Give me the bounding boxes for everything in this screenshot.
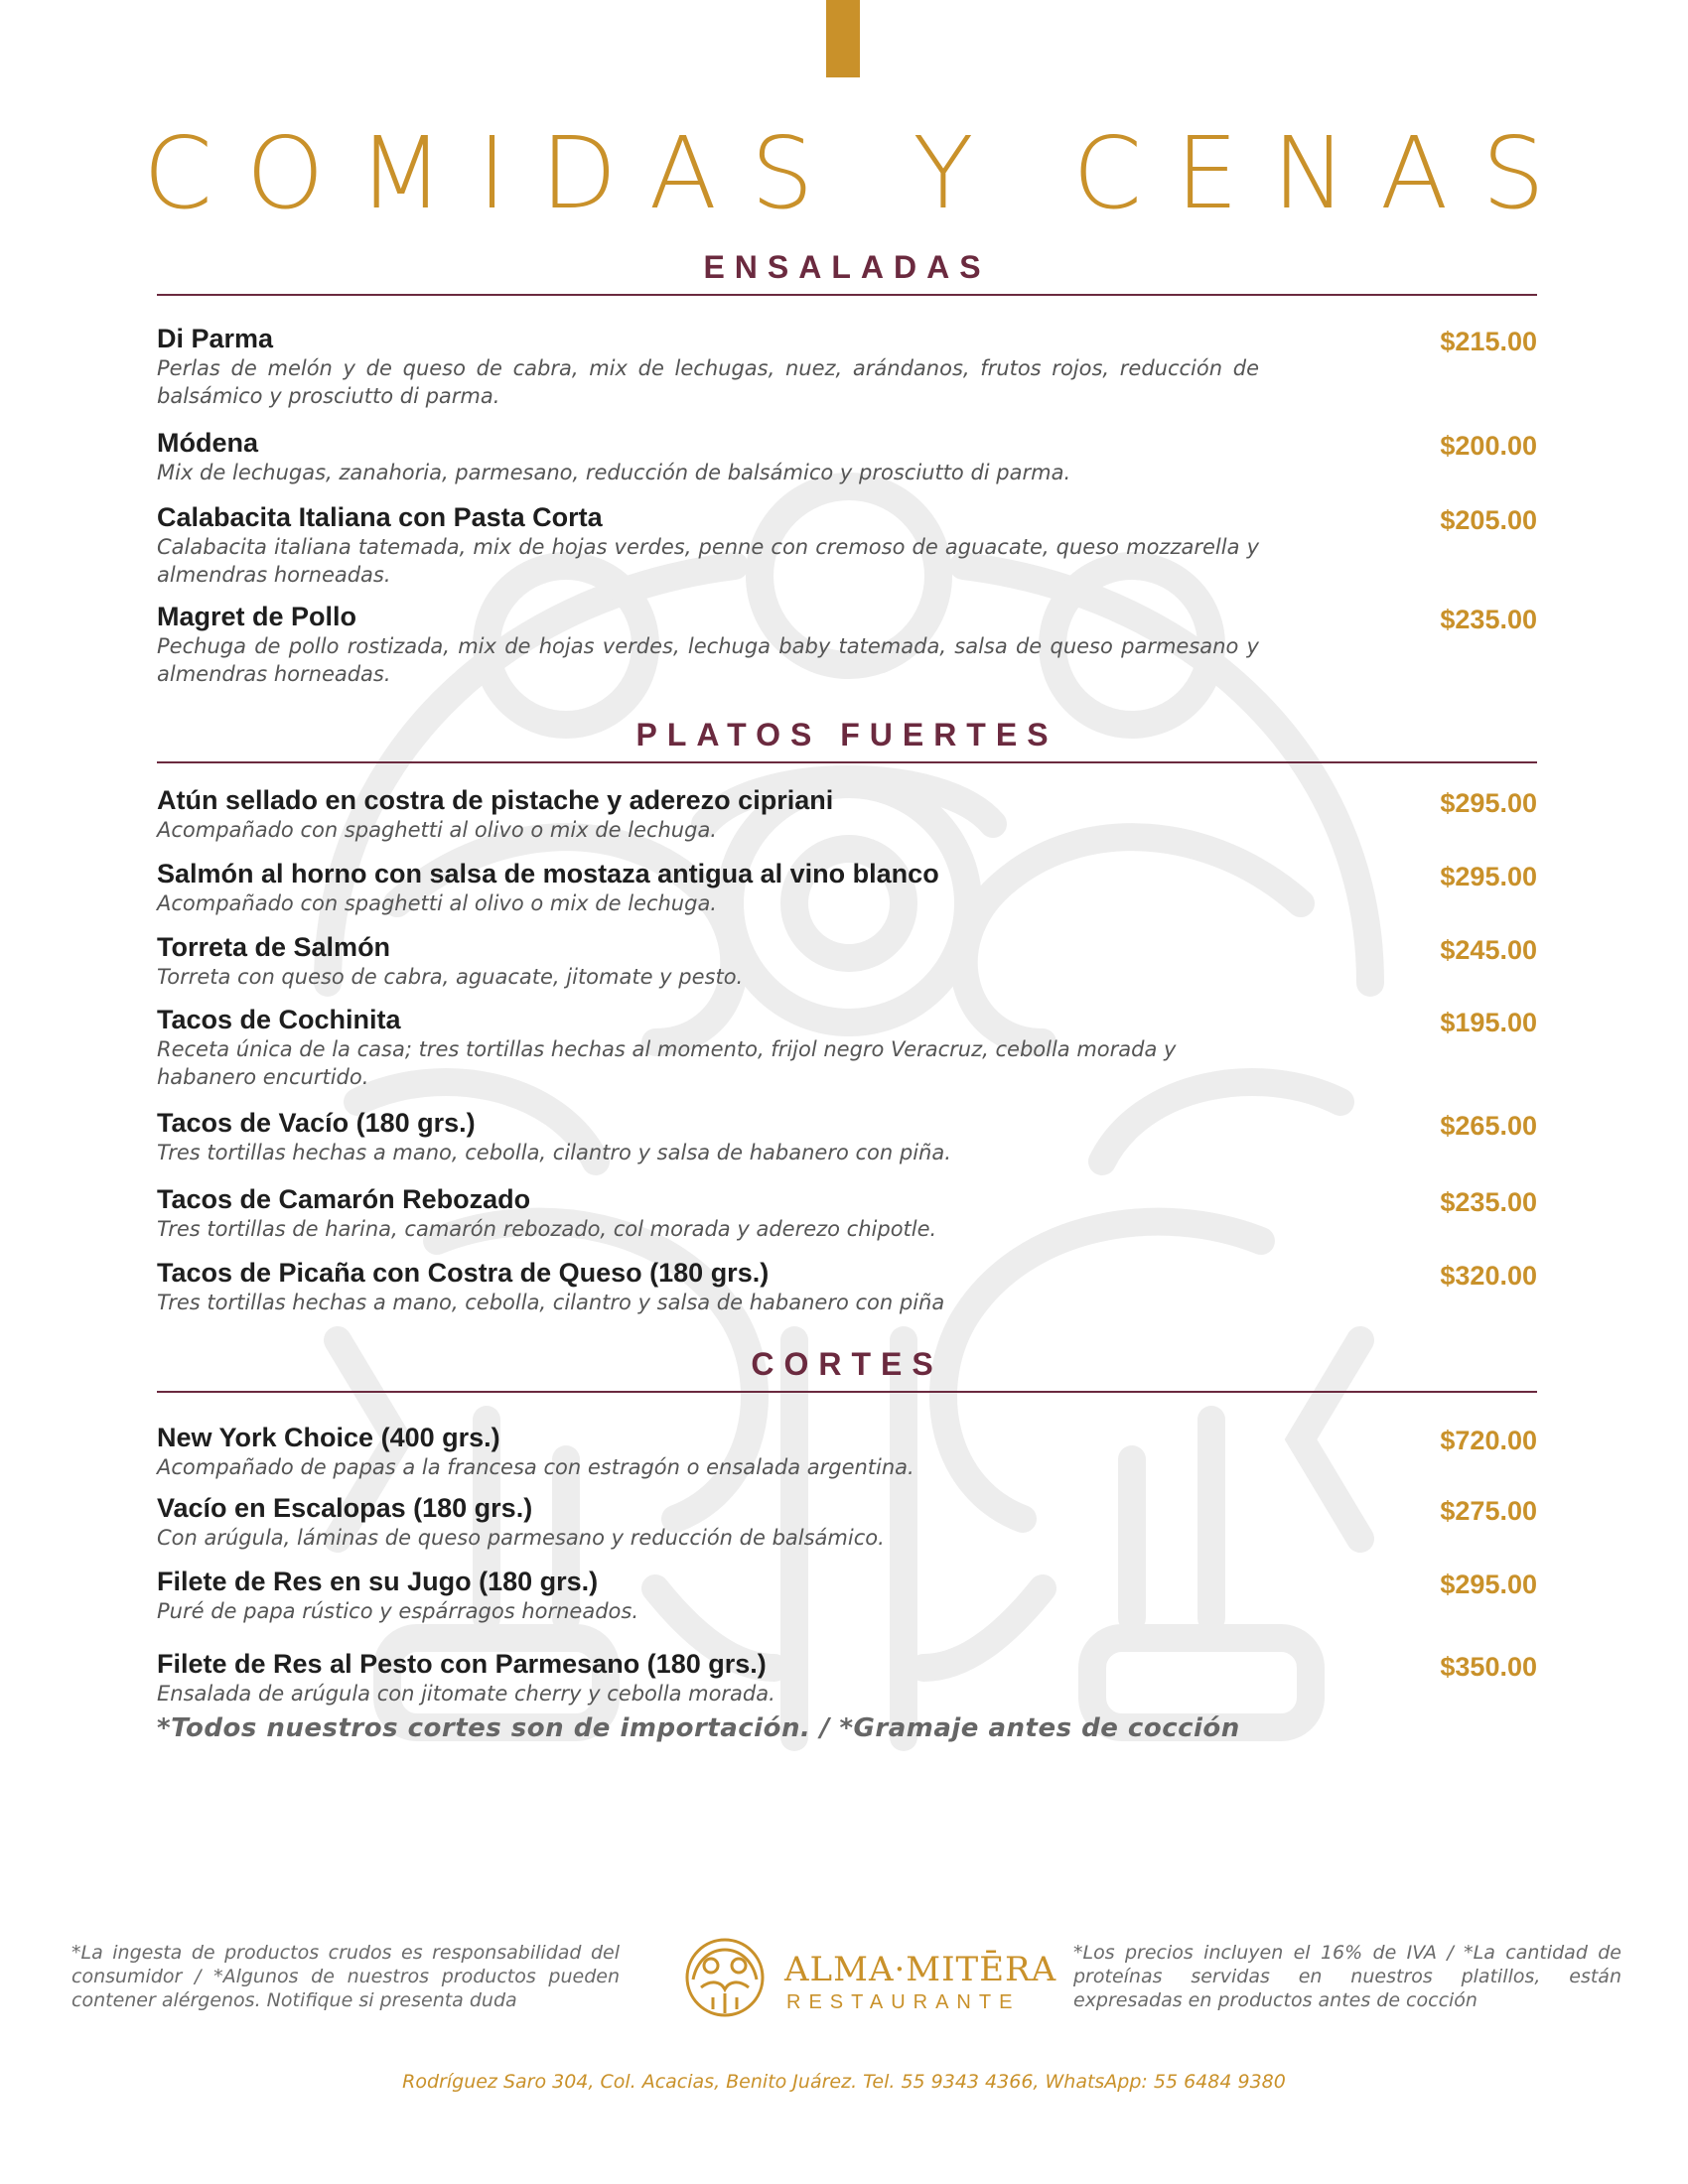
item-price: $295.00: [1440, 1570, 1537, 1599]
item-name: Torreta de Salmón: [157, 932, 391, 962]
menu-item: [157, 427, 1537, 486]
item-price: $215.00: [1440, 327, 1537, 356]
item-price: $350.00: [1440, 1652, 1537, 1682]
item-price: $295.00: [1440, 862, 1537, 891]
item-description: Pechuga de pollo rostizada, mix de hojas verdes, lechuga baby tatemada, salsa de queso parmesano y almendras horneadas.: [157, 634, 1259, 686]
menu-item: [157, 1566, 1537, 1625]
menu-item: [157, 1004, 1537, 1091]
menu-item: [157, 1492, 1537, 1552]
item-description: Acompañado con spaghetti al olivo o mix de lechuga.: [157, 891, 717, 915]
item-price: $235.00: [1440, 605, 1537, 634]
item-name: Vacío en Escalopas (180 grs.): [157, 1493, 533, 1523]
item-name: Calabacita Italiana con Pasta Corta: [157, 502, 603, 532]
footer-disclaimer-left: *La ingesta de productos crudos es responsabilidad del consumidor / *Algunos de nuestros productos pueden contener alérgenos. Notifique si presenta duda: [71, 1942, 620, 2011]
item-description: Receta única de la casa; tres tortillas hechas al momento, frijol negro Veracruz, cebolla morada y habanero encurtido.: [157, 1037, 1177, 1089]
item-name: New York Choice (400 grs.): [157, 1423, 500, 1452]
item-name: Salmón al horno con salsa de mostaza antigua al vino blanco: [157, 859, 939, 888]
restaurant-logo: [683, 1936, 1057, 2027]
menu-item: [157, 1107, 1537, 1166]
cuts-note: *Todos nuestros cortes son de importación. / *Gramaje antes de cocción: [157, 1713, 1240, 1743]
item-name: Filete de Res en su Jugo (180 grs.): [157, 1567, 599, 1596]
item-description: Tres tortillas hechas a mano, cebolla, cilantro y salsa de habanero con piña.: [157, 1141, 951, 1164]
item-description: Ensalada de arúgula con jitomate cherry y cebolla morada.: [157, 1682, 775, 1706]
menu-item: [157, 1422, 1537, 1481]
item-description: Con arúgula, láminas de queso parmesano y reducción de balsámico.: [157, 1526, 885, 1550]
item-description: Acompañado de papas a la francesa con estragón o ensalada argentina.: [157, 1455, 914, 1479]
menu-item: [157, 601, 1537, 688]
item-name: Tacos de Cochinita: [157, 1005, 401, 1034]
item-description: Tres tortillas hechas a mano, cebolla, cilantro y salsa de habanero con piña: [157, 1291, 945, 1314]
item-price: $245.00: [1440, 935, 1537, 965]
menu-item: [157, 1648, 1537, 1707]
section-title-platos-fuertes: PLATOS FUERTES: [635, 717, 1058, 752]
item-description: Calabacita italiana tatemada, mix de hojas verdes, penne con cremoso de aguacate, queso mozzarella y almendras horneadas.: [157, 535, 1259, 587]
item-price: $205.00: [1440, 505, 1537, 535]
menu-item: [157, 1257, 1537, 1316]
item-description: Acompañado con spaghetti al olivo o mix de lechuga.: [157, 818, 717, 842]
menu-item: [157, 931, 1537, 991]
section-title-ensaladas: ENSALADAS: [703, 249, 991, 285]
menu-item: [157, 1183, 1537, 1243]
item-description: Puré de papa rústico y espárragos horneados.: [157, 1599, 638, 1623]
item-price: $235.00: [1440, 1187, 1537, 1217]
logo-subtitle: RESTAURANTE: [786, 1991, 1021, 2013]
section-divider: [157, 294, 1537, 296]
item-price: $275.00: [1440, 1496, 1537, 1526]
top-accent-bar: [826, 0, 860, 77]
item-name: Módena: [157, 428, 259, 458]
footer-address: Rodríguez Saro 304, Col. Acacias, Benito Juárez. Tel. 55 9343 4366, WhatsApp: 55 6484 9380: [402, 2071, 1286, 2093]
item-description: Torreta con queso de cabra, aguacate, jitomate y pesto.: [157, 965, 744, 989]
section-divider: [157, 1391, 1537, 1393]
item-name: Tacos de Vacío (180 grs.): [157, 1108, 476, 1138]
menu-item: [157, 501, 1537, 589]
item-name: Magret de Pollo: [157, 602, 357, 631]
footer-disclaimer-right: *Los precios incluyen el 16% de IVA / *La cantidad de proteínas servidas en nuestros platillos, están expresadas en productos antes de cocción: [1073, 1942, 1621, 2011]
item-name: Atún sellado en costra de pistache y aderezo cipriani: [157, 785, 834, 815]
item-price: $265.00: [1440, 1111, 1537, 1141]
item-description: Mix de lechugas, zanahoria, parmesano, reducción de balsámico y prosciutto di parma.: [157, 461, 1071, 484]
page-title: COMIDAS Y CENAS: [143, 115, 1579, 231]
item-name: Di Parma: [157, 324, 274, 353]
menu-item: [157, 784, 1537, 844]
menu-item: [157, 323, 1537, 410]
logo-name: ALMA·MITĒRA: [784, 1950, 1057, 1989]
item-price: $320.00: [1440, 1261, 1537, 1291]
item-price: $200.00: [1440, 431, 1537, 461]
item-price: $720.00: [1440, 1426, 1537, 1455]
item-description: Tres tortillas de harina, camarón rebozado, col morada y aderezo chipotle.: [157, 1217, 937, 1241]
section-title-cortes: CORTES: [751, 1346, 943, 1382]
menu-item: [157, 858, 1537, 917]
logo-emblem-icon: [683, 1936, 767, 2019]
item-name: Filete de Res al Pesto con Parmesano (180 grs.): [157, 1649, 767, 1679]
item-price: $295.00: [1440, 788, 1537, 818]
item-description: Perlas de melón y de queso de cabra, mix de lechugas, nuez, arándanos, frutos rojos, reducción de balsámico y prosciutto di parma.: [157, 356, 1259, 408]
item-name: Tacos de Picaña con Costra de Queso (180 grs.): [157, 1258, 770, 1288]
section-divider: [157, 761, 1537, 763]
item-price: $195.00: [1440, 1008, 1537, 1037]
item-name: Tacos de Camarón Rebozado: [157, 1184, 531, 1214]
